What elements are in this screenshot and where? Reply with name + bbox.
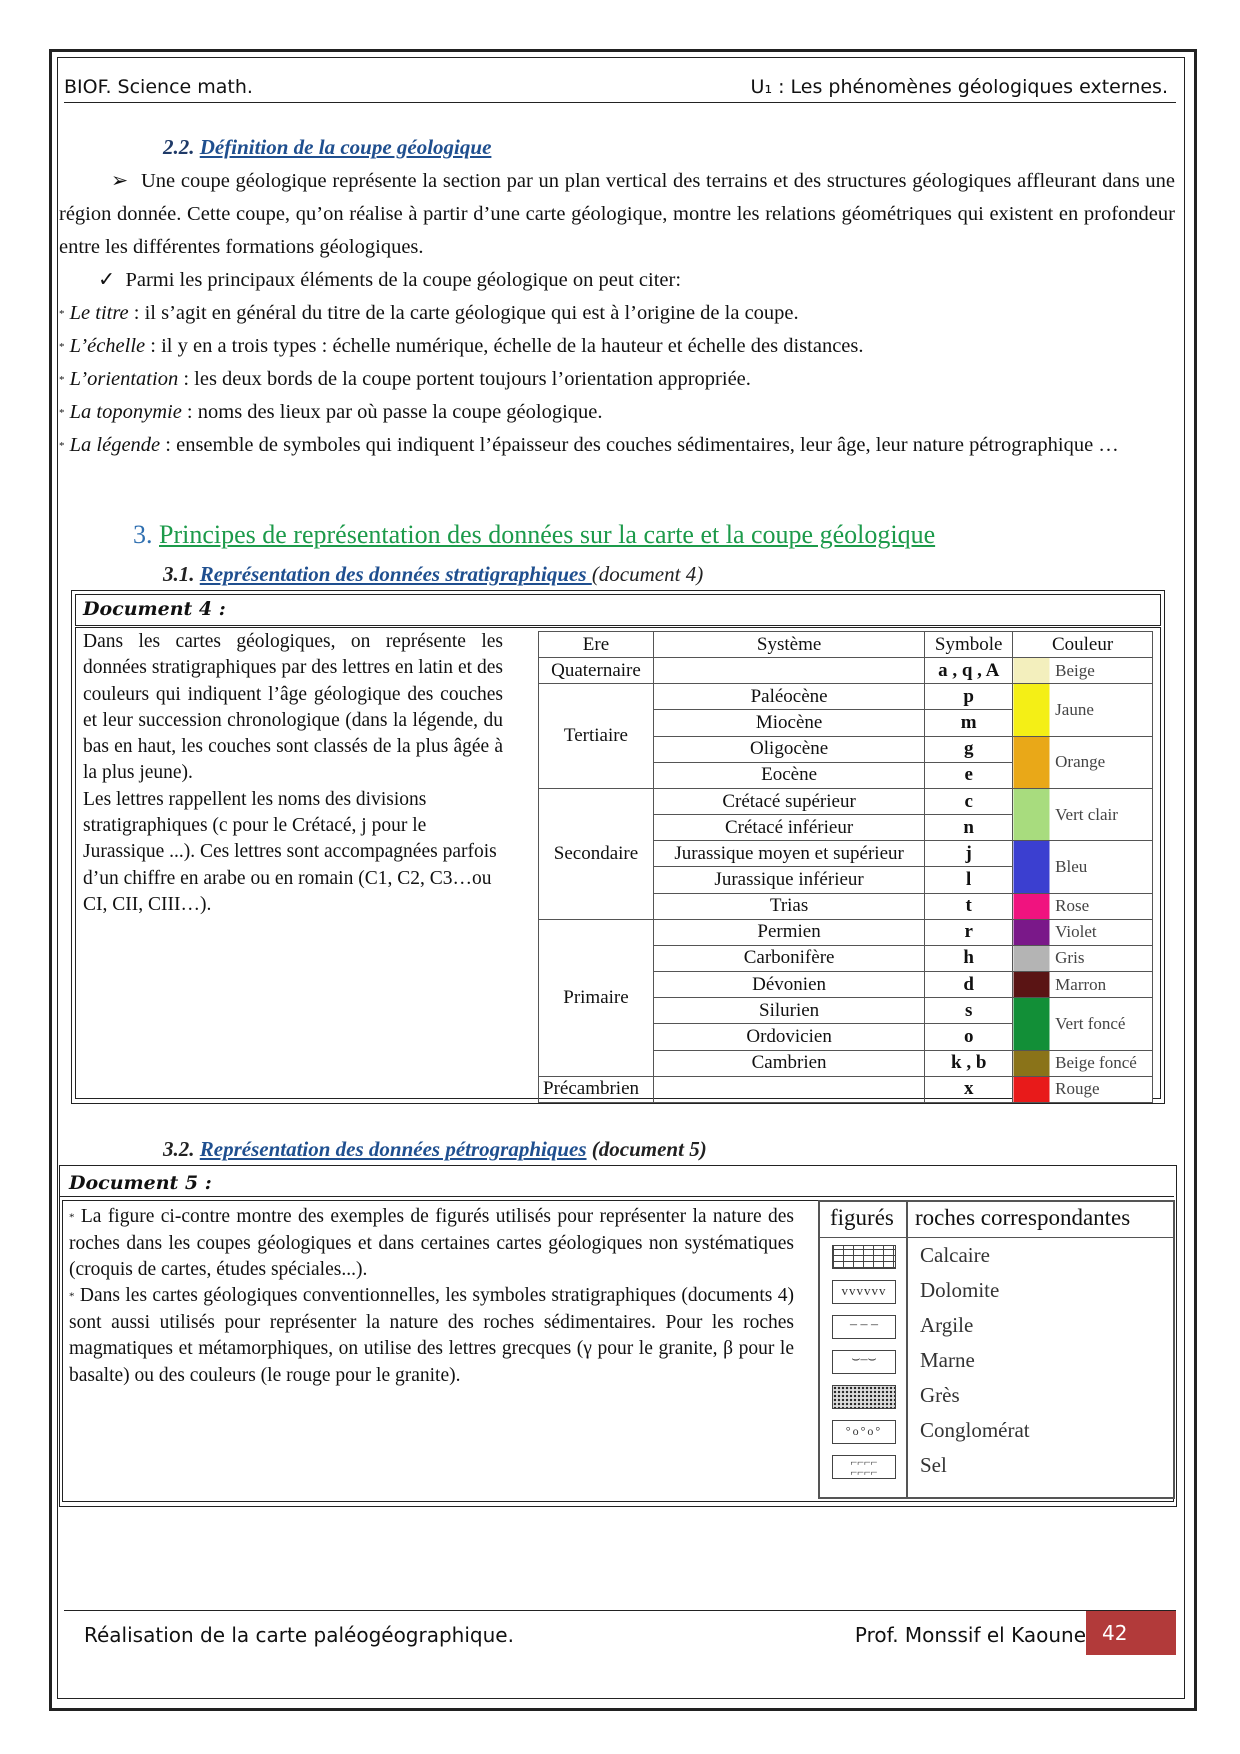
item-text: : ensemble de symboles qui indiquent l’épaisseur des couches sédimentaires, leur âge, leur nature pétrographique … xyxy=(160,434,1119,456)
item-text: : les deux bords de la coupe portent toujours l’orientation appropriée. xyxy=(178,368,751,390)
document-5-label: Document 5 : xyxy=(69,1172,212,1194)
document-4-label: Document 4 : xyxy=(83,598,226,620)
star-bullet-icon: * xyxy=(59,340,65,353)
item-term: L’orientation xyxy=(69,368,179,390)
color-cell: Beige xyxy=(1013,658,1153,684)
document-5-paragraph-text: La figure ci-contre montre des exemples de figurés utilisés pour représenter la nature des roches dans les coupes géologiques et dans certaines cartes géologiques non systématiques (croquis de cartes, études spéciales...). xyxy=(69,1206,794,1280)
symbol-cell: r xyxy=(925,919,1013,945)
section-3-number: 3. xyxy=(133,520,153,549)
document-4-paragraph: Les lettres rappellent les noms des divisions stratigraphiques (c pour le Crétacé, j pour le Jurassique ...). Ces lettres sont accompagnées parfois d’un chiffre en arabe ou en romain (C1, C2, C3…ou CI, CII, CIII…). xyxy=(83,788,497,915)
item-term: La toponymie xyxy=(69,401,182,423)
symbol-cell: e xyxy=(925,762,1013,788)
era-cell: Quaternaire xyxy=(539,658,654,684)
color-cell: Rose xyxy=(1013,893,1153,919)
color-cell: Rouge xyxy=(1013,1076,1153,1102)
item-text: : il s’agit en général du titre de la carte géologique qui est à l’origine de la coupe. xyxy=(128,302,799,324)
star-bullet-icon: * xyxy=(59,307,65,320)
symbol-cell: o xyxy=(925,1024,1013,1050)
star-bullet-icon: * xyxy=(69,1290,75,1303)
petro-header-rocks: roches correspondantes xyxy=(915,1205,1131,1230)
system-cell: Trias xyxy=(653,893,924,919)
symbol-cell: c xyxy=(925,788,1013,814)
system-cell xyxy=(653,1076,924,1102)
header-unit: U₁ : Les phénomènes géologiques externes. xyxy=(750,76,1168,98)
petro-row xyxy=(820,1274,1173,1309)
system-cell: Crétacé inférieur xyxy=(653,815,924,841)
rock-name: Conglomérat xyxy=(920,1418,1030,1442)
symbol-cell: m xyxy=(925,710,1013,736)
color-cell: Orange xyxy=(1013,736,1153,788)
symbol-cell: h xyxy=(925,945,1013,971)
document-5-paragraph xyxy=(69,1283,794,1389)
col-header-couleur: Couleur xyxy=(1013,632,1153,658)
petro-row xyxy=(820,1414,1173,1449)
system-cell: Carbonifère xyxy=(653,945,924,971)
item-term: Le titre xyxy=(69,302,129,324)
section-2-2-title xyxy=(163,135,491,160)
system-cell: Dévonien xyxy=(653,972,924,998)
document-5-paragraph xyxy=(69,1204,794,1283)
document-4-paragraph: Dans les cartes géologiques, on représente les données stratigraphiques par des lettres en latin et des couleurs qui indiquent l’âge géologique des couches et leur succession chronologique (dans la légende, du bas en haut, les couches sont classés de la plus âgée à la plus jeune). xyxy=(83,631,503,784)
argile-pattern-icon: – – – xyxy=(832,1315,896,1339)
petro-row xyxy=(820,1379,1173,1414)
symbol-cell: t xyxy=(925,893,1013,919)
system-cell: Ordovicien xyxy=(653,1024,924,1050)
color-cell: Gris xyxy=(1013,945,1153,971)
gres-pattern-icon xyxy=(832,1385,896,1409)
section-3-title xyxy=(133,520,935,550)
marne-pattern-icon: ⌣–⌣ xyxy=(832,1350,896,1374)
system-cell: Miocène xyxy=(653,710,924,736)
section-3-1-title xyxy=(163,562,703,587)
petro-row xyxy=(820,1344,1173,1379)
star-bullet-icon: * xyxy=(59,406,65,419)
header-course: BIOF. Science math. xyxy=(64,76,253,98)
symbol-cell: a , q , A xyxy=(925,658,1013,684)
color-cell: Bleu xyxy=(1013,841,1153,893)
star-bullet-icon: * xyxy=(59,373,65,386)
system-cell: Crétacé supérieur xyxy=(653,788,924,814)
section-2-2-heading: Définition de la coupe géologique xyxy=(199,135,492,159)
petro-header-figures: figurés xyxy=(830,1205,894,1230)
list-item xyxy=(59,297,1175,331)
symbol-cell: x xyxy=(925,1076,1013,1102)
symbol-cell: s xyxy=(925,998,1013,1024)
rock-name: Marne xyxy=(920,1348,975,1372)
document-5-text xyxy=(69,1204,794,1389)
section-3-1-number: 3.1. xyxy=(163,562,195,586)
era-cell: Secondaire xyxy=(539,788,654,919)
era-cell: Tertiaire xyxy=(539,684,654,789)
list-item xyxy=(59,363,1175,397)
section-3-1-heading: Représentation des données stratigraphiques xyxy=(199,562,592,586)
sel-pattern-icon: ⌐⌐⌐⌐ ⌐⌐⌐⌐ xyxy=(832,1455,896,1479)
section-3-2-heading: Représentation des données pétrographiques xyxy=(199,1137,587,1161)
item-text: : il y en a trois types : échelle numérique, échelle de la hauteur et échelle des distances. xyxy=(145,335,864,357)
rock-name: Calcaire xyxy=(920,1243,990,1267)
system-cell: Cambrien xyxy=(653,1050,924,1076)
footer-title: Réalisation de la carte paléogéographique. xyxy=(84,1623,514,1647)
petro-row xyxy=(820,1239,1173,1274)
petro-row xyxy=(820,1309,1173,1344)
calcaire-pattern-icon xyxy=(832,1245,896,1269)
arrow-bullet-icon: ➢ xyxy=(111,170,129,192)
color-cell: Beige foncé xyxy=(1013,1050,1153,1076)
rock-name: Grès xyxy=(920,1383,960,1407)
conglomerat-pattern-icon: °o°o° xyxy=(832,1420,896,1444)
symbol-cell: l xyxy=(925,867,1013,893)
symbol-cell: k , b xyxy=(925,1050,1013,1076)
star-bullet-icon: * xyxy=(59,439,65,452)
color-cell: Jaune xyxy=(1013,684,1153,736)
rock-name: Dolomite xyxy=(920,1278,1000,1302)
definition-paragraph xyxy=(59,165,1175,264)
list-item xyxy=(59,396,1175,430)
era-cell: Précambrien xyxy=(539,1076,654,1102)
page-footer xyxy=(64,1610,1176,1649)
system-cell: Paléocène xyxy=(653,684,924,710)
item-term: L’échelle xyxy=(69,335,146,357)
col-header-systeme: Système xyxy=(653,632,924,658)
col-header-symbole: Symbole xyxy=(925,632,1013,658)
list-item xyxy=(59,429,1175,463)
symbol-cell: n xyxy=(925,815,1013,841)
era-cell: Primaire xyxy=(539,919,654,1076)
symbol-cell: p xyxy=(925,684,1013,710)
section-3-1-suffix: (document 4) xyxy=(591,562,704,586)
item-text: : noms des lieux par où passe la coupe géologique. xyxy=(181,401,603,423)
system-cell: Silurien xyxy=(653,998,924,1024)
color-cell: Marron xyxy=(1013,972,1153,998)
document-4-label-bar xyxy=(75,594,1161,626)
check-intro-line xyxy=(98,264,1158,297)
petrographic-legend xyxy=(818,1200,1175,1499)
system-cell: Jurassique moyen et supérieur xyxy=(653,841,924,867)
system-cell xyxy=(653,658,924,684)
section-3-2-suffix: (document 5) xyxy=(586,1137,707,1161)
item-term: La légende xyxy=(69,434,161,456)
col-header-ere: Ere xyxy=(539,632,654,658)
document-5-paragraph-text: Dans les cartes géologiques conventionnelles, les symboles stratigraphiques (documents 4) sont aussi utilisés pour représenter la nature des roches sédimentaires. Pour les roches magmatiques et métamorphiques, on utilise des lettres grecques (γ pour le granite, β pour le basalte) ou des couleurs (le rouge pour le granite). xyxy=(69,1285,794,1386)
page-number: 42 xyxy=(1086,1611,1176,1655)
petro-header xyxy=(820,1202,1173,1238)
section-3-2-number: 3.2. xyxy=(163,1137,195,1161)
dolomite-pattern-icon: vvvvvv xyxy=(832,1280,896,1304)
definition-text: Une coupe géologique représente la section par un plan vertical des terrains et des structures géologiques affleurant dans une région donnée. Cette coupe, qu’on réalise à partir d’une carte géologique, montre les relations géométriques qui existent en profondeur entre les différentes formations géologiques. xyxy=(59,170,1175,258)
system-cell: Permien xyxy=(653,919,924,945)
section-3-heading: Principes de représentation des données sur la carte et la coupe géologique xyxy=(159,520,936,549)
document-4-text xyxy=(83,629,503,918)
petro-row xyxy=(820,1449,1173,1484)
page-header xyxy=(64,76,1176,103)
symbol-cell: g xyxy=(925,736,1013,762)
footer-author: Prof. Monssif el Kaoune xyxy=(854,1623,1086,1647)
system-cell: Jurassique inférieur xyxy=(653,867,924,893)
section-3-2-title xyxy=(163,1137,707,1162)
system-cell: Eocène xyxy=(653,762,924,788)
symbol-cell: d xyxy=(925,972,1013,998)
color-cell: Vert foncé xyxy=(1013,998,1153,1050)
color-cell: Violet xyxy=(1013,919,1153,945)
document-5-label-bar xyxy=(60,1166,1174,1197)
checkmark-icon: ✓ xyxy=(98,269,116,291)
star-bullet-icon: * xyxy=(69,1211,75,1224)
symbol-cell: j xyxy=(925,841,1013,867)
rock-name: Sel xyxy=(920,1453,947,1477)
check-intro-text: Parmi les principaux éléments de la coupe géologique on peut citer: xyxy=(125,269,682,291)
section-2-2-number: 2.2. xyxy=(163,135,195,159)
system-cell: Oligocène xyxy=(653,736,924,762)
stratigraphic-table xyxy=(538,631,1153,1103)
color-cell: Vert clair xyxy=(1013,788,1153,840)
rock-name: Argile xyxy=(920,1313,974,1337)
list-item xyxy=(59,330,1175,364)
